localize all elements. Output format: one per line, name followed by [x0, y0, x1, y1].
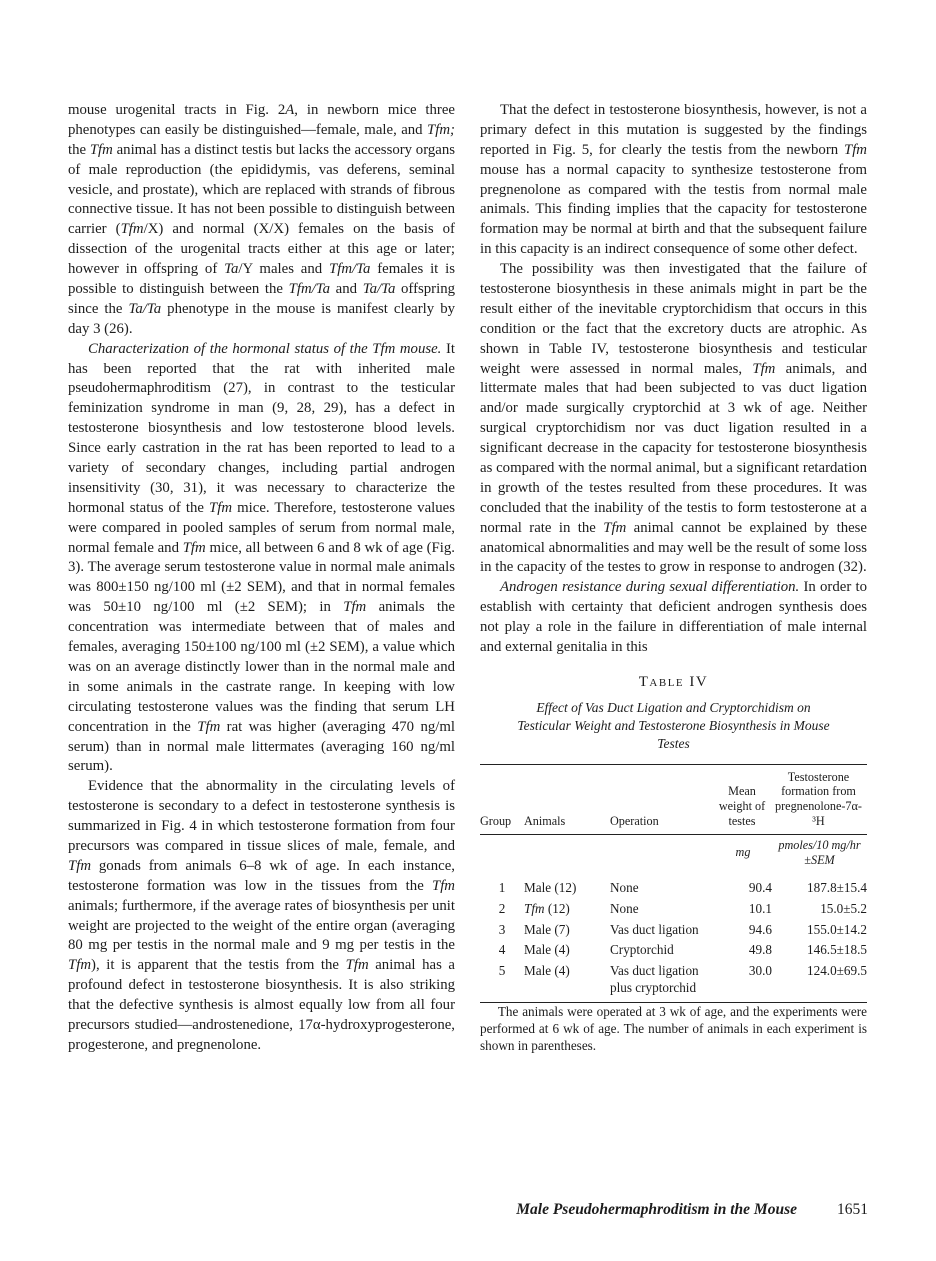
table-row	[480, 961, 867, 1002]
table-row	[480, 899, 867, 920]
cell-operation: Vas duct ligation	[610, 921, 699, 937]
two-column-text	[68, 101, 868, 1056]
cell-group: 4	[498, 942, 506, 958]
left-column	[68, 101, 455, 1056]
cell-animals: Male (12)	[524, 879, 577, 895]
table-row	[480, 920, 867, 941]
table-row	[480, 940, 867, 961]
right-column	[480, 101, 867, 1056]
column-header-testosterone-formation: Testosterone formation from pregnenolone-7α-³H	[772, 764, 867, 835]
cell-animals: Male (4)	[524, 963, 570, 979]
cell-testosterone: 15.0±5.2	[820, 900, 867, 916]
cell-testosterone: 155.0±14.2	[807, 921, 867, 937]
cell-operation: Cryptorchid	[610, 942, 674, 958]
cell-testosterone: 187.8±15.4	[807, 879, 867, 895]
units-testosterone: pmoles/10 mg/hr ±SEM	[778, 838, 861, 867]
units-spacer	[610, 835, 714, 875]
units-spacer	[480, 835, 524, 875]
cell-mean-weight: 30.0	[748, 963, 772, 979]
cell-operation: None	[610, 879, 639, 895]
column-header-operation: Operation	[610, 764, 714, 835]
cell-mean-weight: 10.1	[748, 900, 772, 916]
column-header-animals: Animals	[524, 764, 610, 835]
cell-operation: Vas duct ligation plus cryptorchid	[610, 963, 699, 995]
running-title: Male Pseudohermaphroditism in the Mouse	[516, 1201, 797, 1218]
cell-mean-weight: 94.6	[748, 921, 772, 937]
paragraph-hormonal-status: Characterization of the hormonal status of the Tfm mouse. It has been reported that the rat with inherited male pseudohermaphroditism (27), in contrast to the testicular feminization syndrome in man (9, 28, 29), has a defect in testosterone biosynthesis and low testosterone blood levels. Since early castration in the rat has been reported to lead to a variety of secondary changes, including partial androgen insensitivity (30, 31), it was necessary to characterize the hormonal status of the Tfm mice. Therefore, testosterone values were compared in pooled samples of serum from normal male, normal female and Tfm mice, all between 6 and 8 wk of age (Fig. 3). The average serum testosterone value in normal male animals was 800±150 ng/100 ml (±2 SEM), and that in normal females was 50±10 ng/100 ml (±2 SEM); in Tfm animals the concentration was intermediate between that of males and females, averaging 150±100 ng/100 ml (±2 SEM), a value which was on an average distinctly lower than in the normal male and in some animals in the castrate range. In keeping with low circulating testosterone values was the finding that serum LH concentration in the Tfm rat was higher (averaging 470 ng/ml serum) than in normal male littermates (averaging 160 ng/ml serum).	[68, 340, 456, 775]
page-number: 1651	[837, 1201, 868, 1218]
table-header-row	[480, 764, 867, 835]
table-caption: Effect of Vas Duct Ligation and Cryptorchidism on Testicular Weight and Testosterone Biosynthesis in Mouse Testes	[517, 700, 830, 751]
table-iv	[480, 672, 867, 1054]
units-weight: mg	[735, 845, 751, 860]
paragraph-defect-not-primary: That the defect in testosterone biosynthesis, however, is not a primary defect in this mutation is suggested by the findings reported in Fig. 5, for clearly the testis from the newborn Tfm mouse has a normal capacity to synthesize testosterone from pregnenolone as compared with the testis from normal male animals. This finding implies that the capacity for testosterone formation may be normal at birth and that the subsequent failure in this capacity is an indirect consequence of some other defect.	[480, 102, 867, 258]
paragraph-continuation: mouse urogenital tracts in Fig. 2A, in newborn mice three phenotypes can easily be distinguished—female, male, and Tfm; the Tfm animal has a distinct testis but lacks the accessory organs of male reproduction (the epididymis, vas deferens, seminal vesicle, and prostate), which are replaced with strands of fibrous connective tissue. It has not been possible to distinguish between carrier (Tfm/X) and normal (X/X) females on the basis of dissection of the urogenital tracts either at this age or later; however in offspring of Ta/Y males and Tfm/Ta females it is possible to distinguish between the Tfm/Ta and Ta/Ta offspring since the Ta/Ta phenotype in the mouse is manifest clearly by day 3 (26).	[68, 102, 455, 337]
cell-operation: None	[610, 900, 639, 916]
cell-group: 5	[498, 963, 506, 979]
cell-group: 3	[498, 921, 506, 937]
cell-animals: Male (4)	[524, 942, 570, 958]
column-header-group: Group	[480, 764, 524, 835]
table-footnote: The animals were operated at 3 wk of age, and the experiments were performed at 6 wk of age. The number of animals in each experiment is shown in parentheses.	[480, 1003, 867, 1054]
cell-animals: Male (7)	[524, 921, 570, 937]
cell-mean-weight: 90.4	[748, 879, 772, 895]
table-iv-grid	[480, 764, 867, 1003]
table-row	[480, 875, 867, 899]
cell-testosterone: 124.0±69.5	[807, 963, 867, 979]
paragraph-cryptorchidism-investigation: The possibility was then investigated that the failure of testosterone biosynthesis in these animals might in part be the result either of the inevitable cryptorchidism that occurs in this condition or the fact that the excretory ducts are atrophic. As shown in Table IV, testosterone biosynthesis and testicular weight were assessed in normal males, Tfm animals, and littermate males that had been subjected to vas duct ligation and/or made surgically cryptorchid at 3 wk of age. Neither surgical cryptorchidism nor vas duct ligation resulted in a significant decrease in the capacity for testosterone biosynthesis as compared with the normal animal, but a significant retardation in growth of the testes resulted from these procedures. It was concluded that the inability of the testis to form testosterone at a normal rate in the Tfm animal cannot be explained by these anatomical abnormalities and may well be the result of some loss in the capacity of the testes to grow in response to androgen (32).	[480, 261, 867, 576]
cell-group: 1	[498, 879, 506, 895]
table-label: Table IV	[638, 673, 709, 690]
cell-group: 2	[498, 900, 506, 916]
cell-animals: Tfm (12)	[524, 900, 570, 916]
table-units-row	[480, 835, 867, 875]
cell-testosterone: 146.5±18.5	[807, 942, 867, 958]
cell-mean-weight: 49.8	[748, 942, 772, 958]
paragraph-biosynthesis-evidence: Evidence that the abnormality in the circulating levels of testosterone is secondary to a defect in testosterone synthesis is summarized in Fig. 4 in which testosterone formation from four precursors was compared in tissue slices of male, female, and Tfm gonads from animals 6–8 wk of age. In each instance, testosterone formation was low in the tissues from the Tfm animals; furthermore, if the average rates of biosynthesis per unit weight are projected to the weight of the entire organ (averaging 80 mg per testis in the normal male and 9 mg per testis in the Tfm), it is apparent that the testis from the Tfm animal has a profound defect in testosterone biosynthesis. It is also striking that the defective synthesis is almost equally low from all four precursors studied—androstenedione, 17α-hydroxyprogesterone, progesterone, and pregnenolone.	[68, 778, 455, 1053]
paragraph-androgen-resistance: Androgen resistance during sexual differentiation. In order to establish with certainty that deficient androgen synthesis does not play a role in the failure in differentiation of male internal and external genitalia in this	[480, 579, 867, 656]
column-header-mean-weight: Mean weight of testes	[714, 764, 772, 835]
page-footer	[68, 1201, 868, 1219]
units-spacer	[524, 835, 610, 875]
